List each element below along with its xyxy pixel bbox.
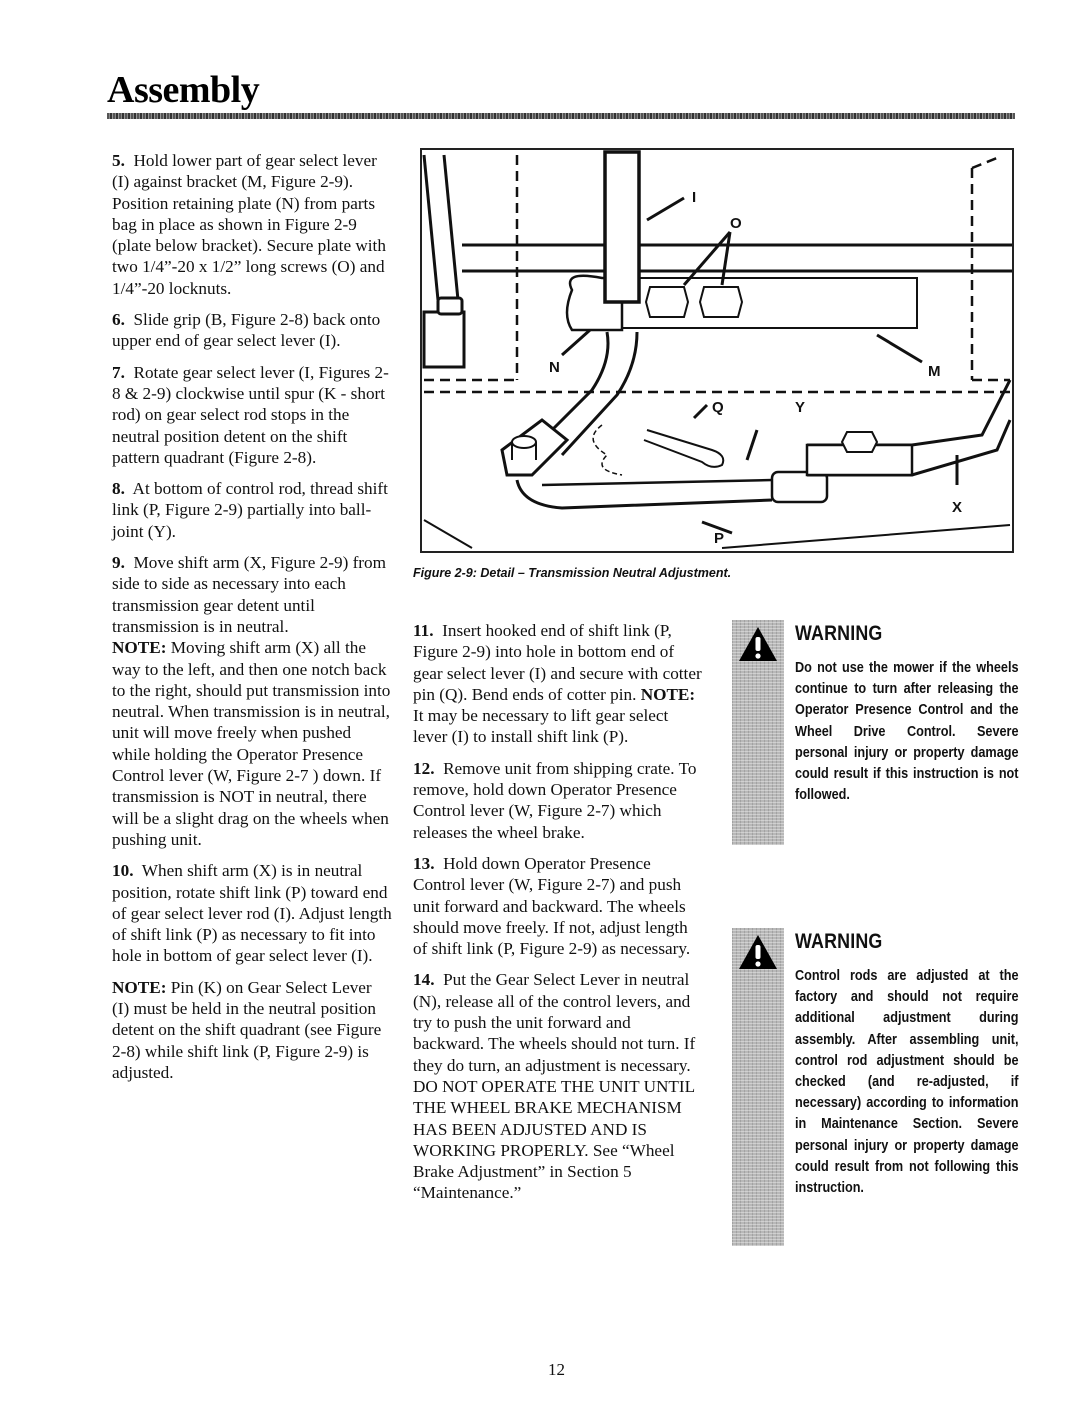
step-10: 10. When shift arm (X) is in neutral position, rotate shift link (P) toward end of gear select lever rod (I). Adjust length of shift link (P) as necessary to fit into hole in bottom of gear select lever (I).: [112, 861, 392, 966]
warning-text: Do not use the mower if the wheels continue to turn after releasing the Operator Presence Control and the Wheel Drive Control. Severe personal injury or property damage could result if this instruction is not followed.: [795, 660, 1019, 804]
title-rule-divider: [107, 113, 1015, 119]
warning-text: Control rods are adjusted at the factory and should not require additional adjustment during assembly. After assembling unit, control rod adjustment should be checked (and re-adjusted, if necessary) according to information in Maintenance Section. Severe personal injury or property damage could result from not following this instruction.: [795, 968, 1019, 1197]
warning-heading: WARNING: [795, 622, 883, 645]
warning-heading: WARNING: [795, 930, 883, 953]
label-M: M: [928, 363, 941, 380]
step-13: 13. Hold down Operator Presence Control lever (W, Figure 2-7) and push unit forward and backward. The wheels should move freely. If not, adjust length of shift link (P, Figure 2-9) as necessary.: [413, 853, 691, 959]
label-X: X: [952, 499, 963, 516]
step-6: 6. Slide grip (B, Figure 2-8) back onto upper end of gear select lever (I).: [112, 310, 381, 351]
figure-2-9-diagram: [420, 148, 1014, 553]
label-O: O: [730, 215, 742, 232]
warning-box-control-rods: [732, 928, 1017, 1246]
step-12: 12. Remove unit from shipping crate. To remove, hold down Operator Presence Control lever (W, Figure 2-7) which releases the wheel brake.: [413, 758, 697, 842]
left-column: [112, 150, 392, 1093]
note-pin-k: NOTE: Pin (K) on Gear Select Lever (I) must be held in the neutral position detent on the shift quadrant (see Figure 2-8) while shift link (P, Figure 2-9) is adjusted.: [112, 977, 382, 1082]
label-I: I: [692, 189, 697, 206]
label-N: N: [549, 359, 560, 376]
warning-triangle-icon: [738, 934, 778, 970]
note-label: NOTE:: [112, 638, 167, 658]
note-label: NOTE:: [640, 684, 696, 704]
label-P: P: [714, 530, 725, 547]
step-5: 5. Hold lower part of gear select lever (I) against bracket (M, Figure 2-9). Position retaining plate (N) from parts bag in place as shown in Figure 2-9 (plate below bracket). Secure plate with two 1/4”-20 x 1/2” long screws (O) and 1/4”-20 locknuts.: [112, 151, 386, 298]
step-8: 8. At bottom of control rod, thread shift link (P, Figure 2-9) partially into ball-joint (Y).: [112, 479, 388, 541]
step-14: 14. Put the Gear Select Lever in neutral (N), release all of the control levers, and try to push the unit forward and backward. The wheels should not turn. If they do turn, an adjustment is necessary. DO NOT OPERATE THE UNIT UNTIL THE WHEEL BRAKE MECHANISM HAS BEEN ADJUSTED AND IS WORKING PROPERLY. See “Wheel Brake Adjustment” in Section 5 “Maintenance.”: [413, 970, 696, 1203]
warning-box-wheels: [732, 620, 1017, 845]
page-title: Assembly: [107, 69, 260, 111]
warning-stripe: [732, 620, 784, 845]
warning-triangle-icon: [738, 626, 778, 662]
warning-stripe: [732, 928, 784, 1246]
middle-column: [413, 620, 703, 1214]
step-11: 11. Insert hooked end of shift link (P, Figure 2-9) into hole in bottom end of gear select lever (I) and secure with cotter pin (Q). Bend ends of cotter pin. NOTE: It may be necessary to lift gear select lever (I) to install shift link (P).: [413, 621, 702, 747]
label-Q: Q: [712, 399, 724, 416]
step-7: 7. Rotate gear select lever (I, Figures 2-8 & 2-9) clockwise until spur (K - short rod) on gear select rod stops in the neutral position detent on the shift pattern quadrant (Figure 2-8).: [112, 362, 389, 467]
figure-caption: Figure 2-9: Detail – Transmission Neutral Adjustment.: [413, 566, 732, 580]
page-number: 12: [548, 1360, 565, 1379]
label-Y: Y: [795, 399, 806, 416]
step-9: 9. Move shift arm (X, Figure 2-9) from side to side as necessary into each transmission gear detent until transmission is in neutral. NOTE: Moving shift arm (X) all the way to the left, and then one notch back to the right, should put transmission into neutral. When transmission is in neutral, unit will move freely when pushed while holding the Operator Presence Control lever (W, Figure 2-7 ) down. If transmission is NOT in neutral, there will be a slight drag on the wheels when pushing unit.: [112, 553, 391, 849]
transmission-neutral-adjustment-illustration: [422, 150, 1012, 551]
